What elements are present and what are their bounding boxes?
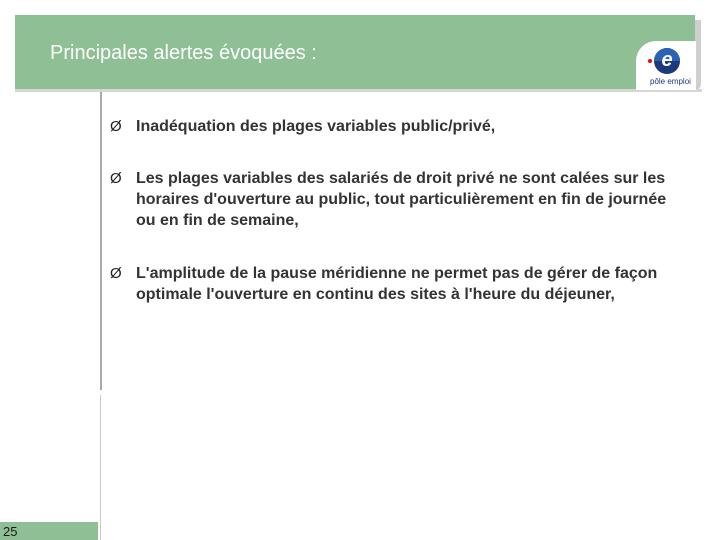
logo-emblem-icon [654, 48, 680, 74]
pole-emploi-logo [636, 41, 696, 90]
slide-title: Principales alertes évoquées : [50, 42, 317, 64]
header-underline [15, 89, 702, 92]
vertical-divider-lower [100, 395, 101, 540]
bullet-arrow-icon: Ø [110, 265, 122, 282]
bullet-text-1: Inadéquation des plages variables public/privé, [136, 118, 496, 135]
page-number: 25 [3, 524, 18, 539]
bullet-text-3: L'amplitude de la pause méridienne ne permet pas de gérer de façon optimale l'ouverture en continu des sites à l'heure du déjeuner, [136, 265, 658, 303]
bullet-arrow-icon: Ø [110, 118, 122, 135]
bullet-text-2: Les plages variables des salariés de droit privé ne sont calées sur les horaires d'ouverture au public, tout particulièrement en fin de journée ou en fin de semaine, [136, 170, 667, 229]
bullet-arrow-icon: Ø [110, 170, 122, 187]
vertical-divider [100, 92, 102, 390]
logo-letter: e [661, 49, 673, 71]
logo-text: pôle emploi [650, 77, 691, 86]
logo-red-dot [648, 59, 652, 63]
